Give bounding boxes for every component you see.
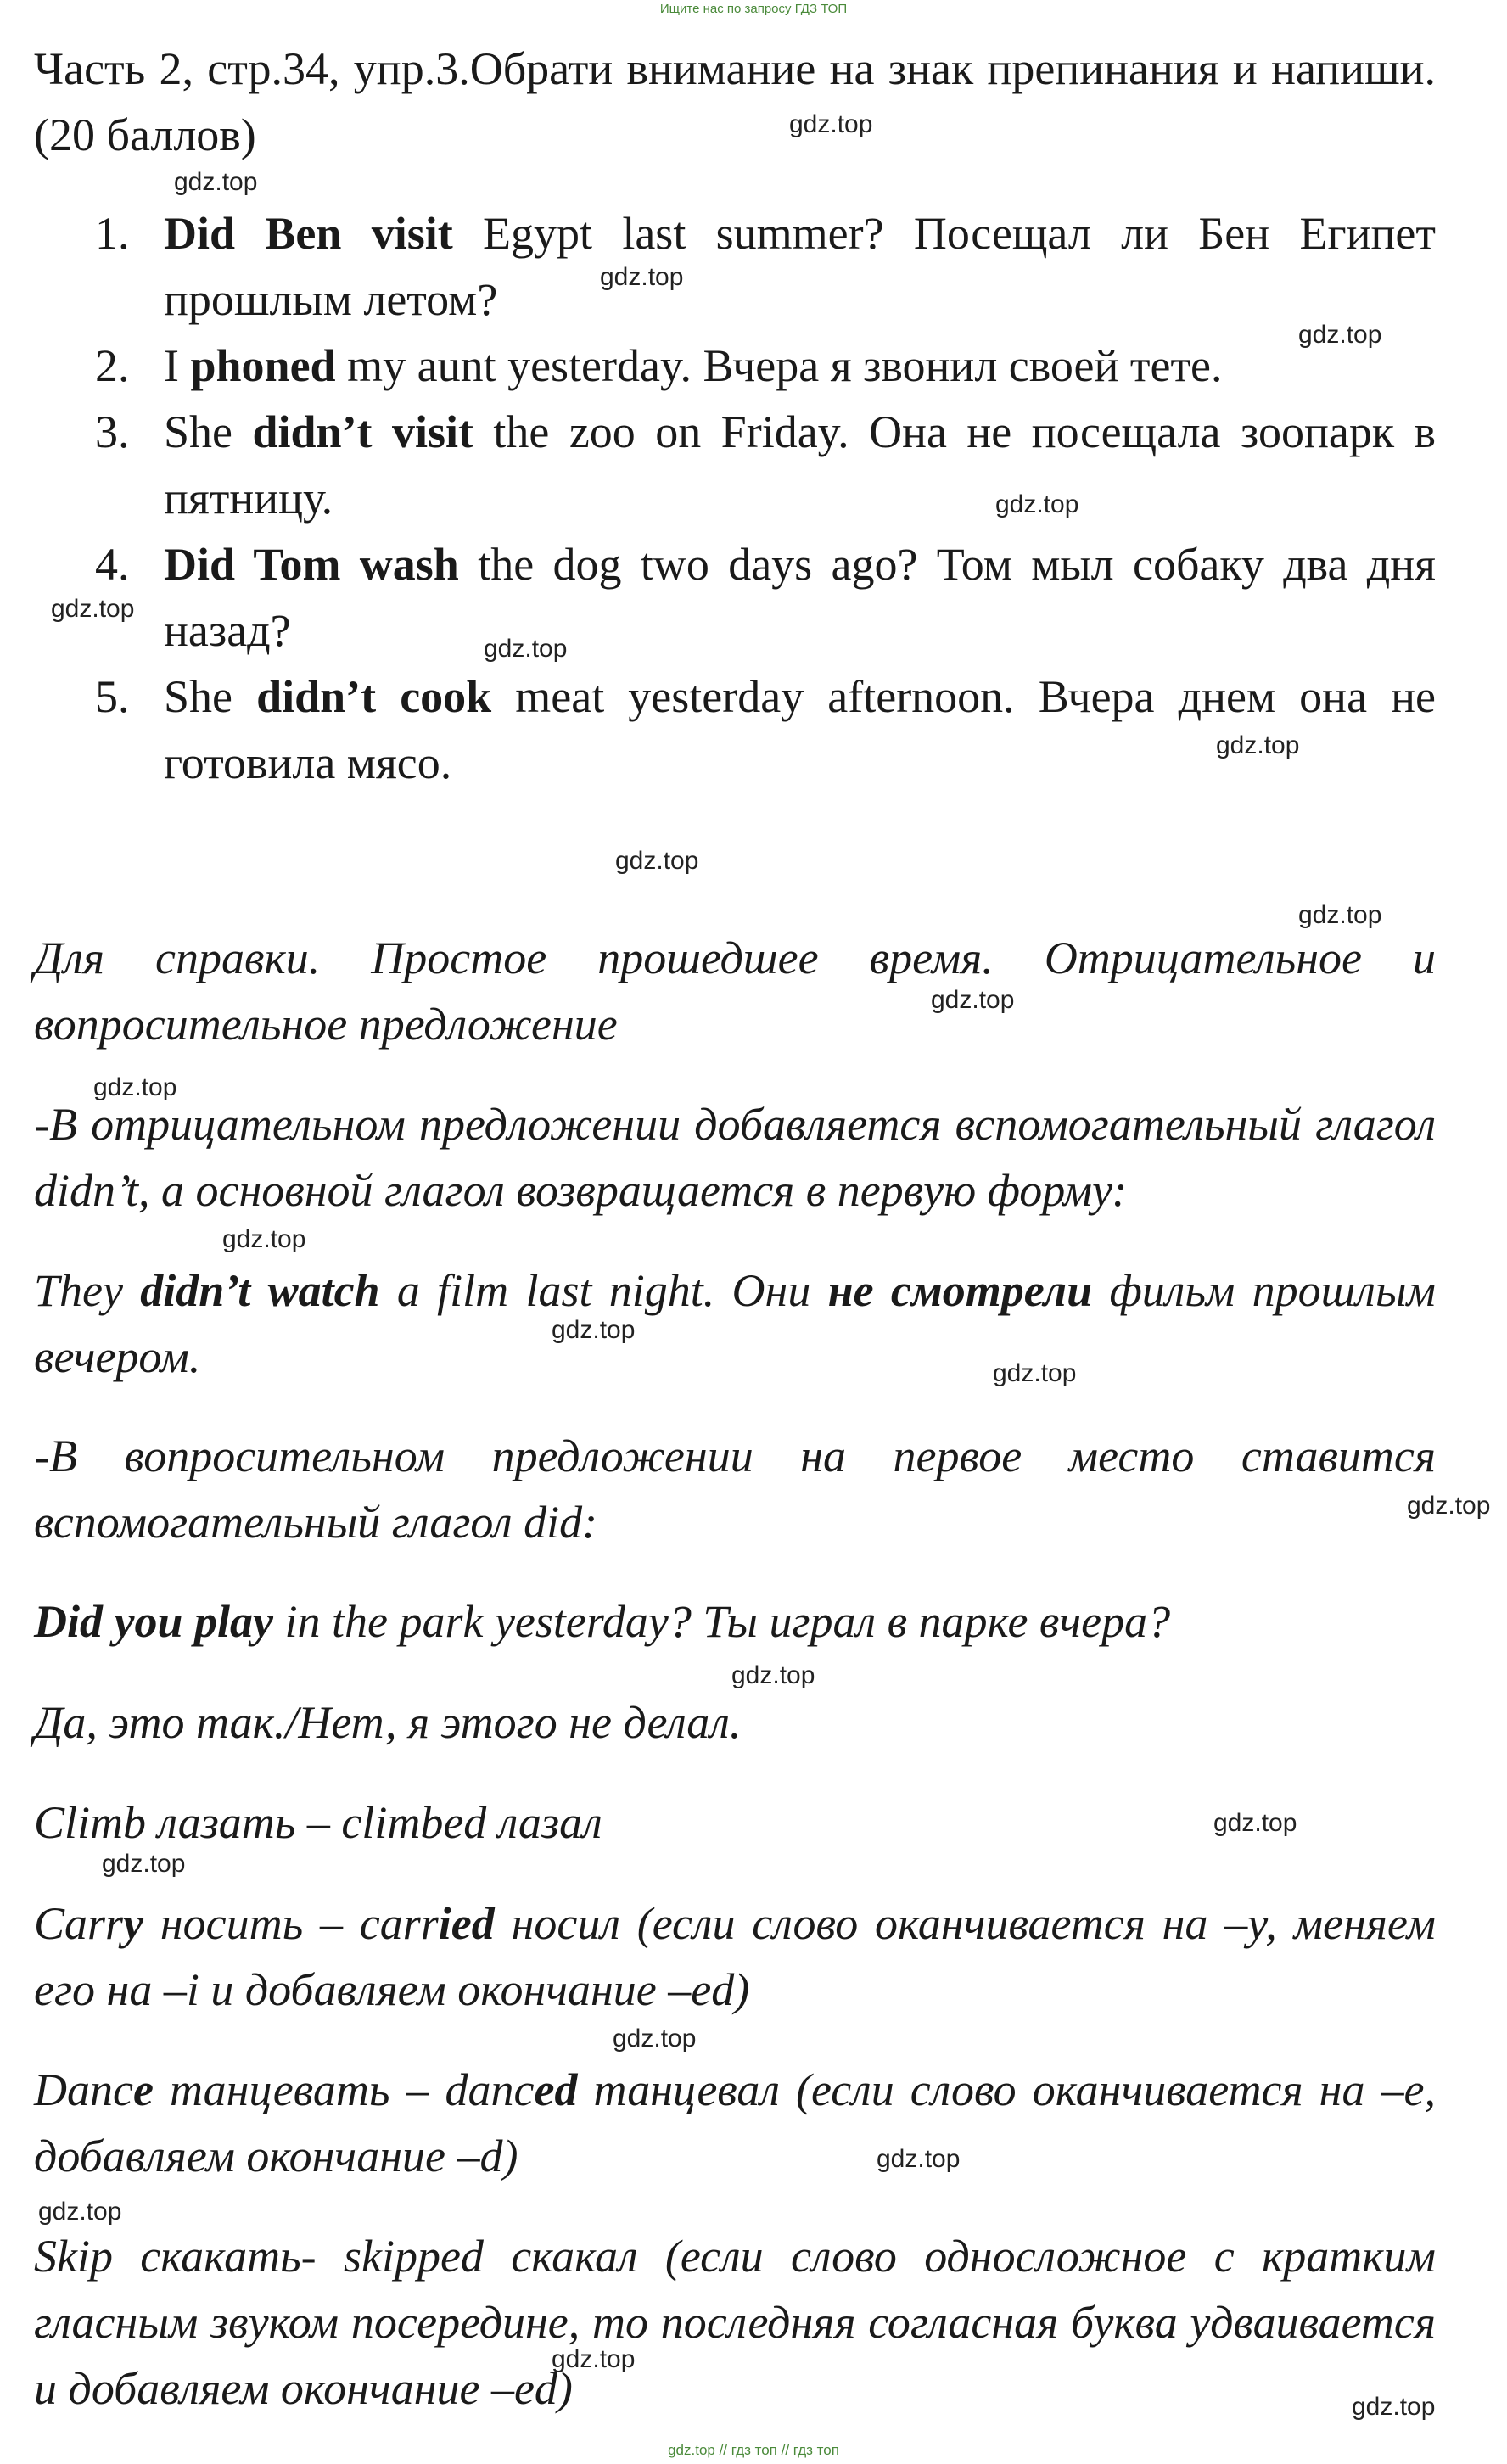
exercise-number: 5. [95, 671, 130, 722]
footer-link[interactable]: gdz.top // гдз топ // гдз топ [668, 2442, 839, 2458]
reference-title: Для справки. Простое прошедшее время. Отрицательное и вопросительное предложение [34, 932, 1436, 1050]
verb-ending: e [132, 2064, 154, 2115]
exercise-text: the zoo on Friday. Она не посещала зоопарк в пятницу. [164, 406, 1436, 524]
verb-carry [34, 1890, 1436, 2023]
watermark: gdz.top [38, 2198, 122, 2226]
verb-skip: Skip скакать- skipped скакал (если слово односложное с кратким гласным звуком посередине, то последняя согласная буква удваивается и добавляем окончание –ed) [34, 2231, 1436, 2414]
exercise-verb: didn’t visit [252, 406, 473, 457]
verb-stem: Danc [34, 2064, 133, 2115]
exercise-item-3 [34, 399, 1436, 531]
watermark: gdz.top [993, 1359, 1077, 1387]
exercise-number: 3. [95, 406, 130, 457]
verb-note: носил (если слово оканчивается на –y, меняем его на –i и добавляем окончание –ed) [34, 1898, 1436, 2015]
watermark: gdz.top [1213, 1809, 1297, 1837]
verb-ending: ed [534, 2064, 578, 2115]
watermark: gdz.top [51, 595, 135, 623]
watermark: gdz.top [174, 168, 258, 196]
watermark: gdz.top [613, 2024, 697, 2052]
example-mid: a film last night. Они [379, 1265, 828, 1316]
example-text: in the park yesterday? Ты играл в парке вчера? [272, 1596, 1171, 1647]
watermark: gdz.top [789, 110, 873, 138]
exercise-item-4 [34, 531, 1436, 664]
exercise-list [34, 200, 1436, 796]
exercise-verb: Did Tom wash [164, 539, 459, 590]
example-verb-en: Did you play [34, 1596, 273, 1647]
watermark: gdz.top [1352, 2393, 1436, 2421]
verb-note: танцевал (если слово оканчивается на –e, добавляем окончание –d) [34, 2064, 1436, 2181]
watermark: gdz.top [731, 1661, 815, 1689]
question-rule: -В вопросительном предложении на первое место ставится вспомогательный глагол did: [34, 1431, 1436, 1548]
example-pre: They [34, 1265, 141, 1316]
example-post: фильм прошлым вечером. [34, 1265, 1436, 1382]
question-example [34, 1588, 1436, 1655]
example-verb-ru: не смотрели [827, 1265, 1093, 1316]
exercise-item-2 [34, 333, 1436, 399]
answer-example: Да, это так./Нет, я этого не делал. [34, 1697, 742, 1748]
verb-ending: y [123, 1898, 144, 1949]
exercise-item-5 [34, 664, 1436, 796]
exercise-verb: phoned [190, 340, 336, 391]
exercise-number: 1. [95, 208, 130, 259]
exercise-text-pre: She [164, 671, 257, 722]
exercise-number: 4. [95, 539, 130, 590]
watermark: gdz.top [93, 1073, 177, 1101]
watermark: gdz.top [484, 635, 568, 663]
watermark: gdz.top [1407, 1492, 1491, 1520]
watermark: gdz.top [552, 1316, 636, 1344]
header-search-link[interactable]: Ищите нас по запросу ГДЗ ТОП [659, 2, 848, 16]
negative-example [34, 1257, 1436, 1390]
watermark: gdz.top [102, 1850, 186, 1878]
watermark: gdz.top [1298, 321, 1382, 349]
watermark: gdz.top [931, 986, 1015, 1014]
exercise-text: meat yesterday afternoon. Вчера днем она не готовила мясо. [164, 671, 1436, 788]
watermark: gdz.top [222, 1225, 306, 1253]
verb-stem: танцевать – danc [153, 2064, 535, 2115]
watermark: gdz.top [552, 2345, 636, 2373]
example-verb-en: didn’t watch [140, 1265, 380, 1316]
watermark: gdz.top [600, 263, 684, 291]
watermark: gdz.top [877, 2145, 961, 2173]
exercise-text: my aunt yesterday. Вчера я звонил своей тете. [335, 340, 1223, 391]
watermark: gdz.top [1216, 731, 1300, 759]
watermark: gdz.top [995, 490, 1079, 518]
negative-rule: -В отрицательном предложении добавляется вспомогательный глагол didn’t, а основной глагол возвращается в первую форму: [34, 1099, 1436, 1216]
exercise-number: 2. [95, 340, 130, 391]
exercise-item-1 [34, 200, 1436, 333]
verb-dance [34, 2057, 1436, 2189]
verb-stem: Carr [34, 1898, 124, 1949]
watermark: gdz.top [1298, 901, 1382, 929]
verb-climb: Climb лазать – climbed лазал [34, 1797, 602, 1848]
task-heading: Часть 2, стр.34, упр.3.Обрати внимание на знак препинания и напиши. (20 баллов) [34, 43, 1436, 160]
exercise-text: Egypt last summer? Посещал ли Бен Египет прошлым летом? [164, 208, 1436, 325]
verb-ending: ied [438, 1898, 495, 1949]
exercise-verb: Did Ben visit [164, 208, 453, 259]
exercise-text: the dog two days ago? Том мыл собаку два дня назад? [164, 539, 1436, 656]
verb-stem: носить – carr [143, 1898, 439, 1949]
watermark: gdz.top [615, 847, 699, 875]
exercise-text-pre: She [164, 406, 253, 457]
exercise-verb: didn’t cook [256, 671, 492, 722]
exercise-text-pre: I [164, 340, 191, 391]
